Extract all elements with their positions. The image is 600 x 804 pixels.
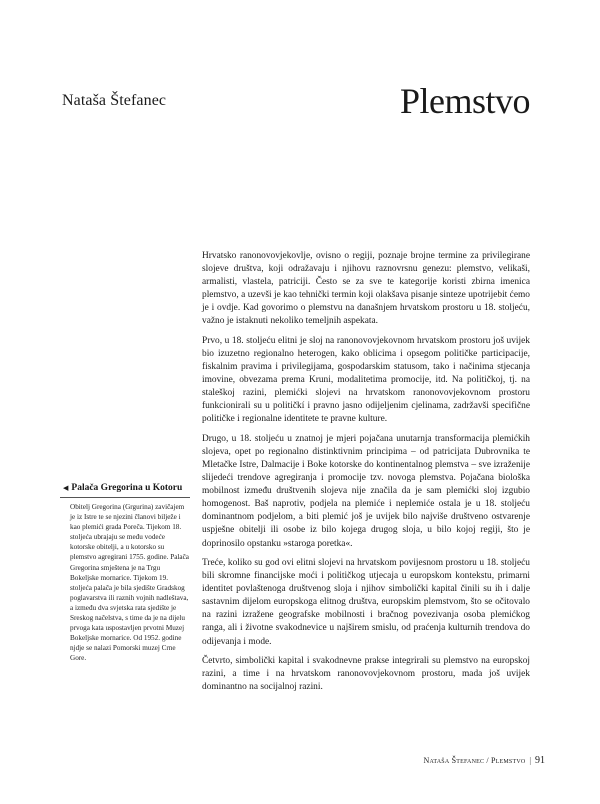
main-text xyxy=(202,250,530,700)
paragraph: Treće, koliko su god ovi elitni slojevi na hrvatskom povijesnom prostoru u 18. stoljeću bili skromne financijske moći i političkog utjecaja u europskom kontekstu, primarni identitet povlaštenoga društvenog sloja i njihov simbolički kapital činili su ih i dalje sastavnim dijelom europskoga elitnog društva, europskim plemstvom, što se očitovalo na razini izražene geografske mobilnosti i bračnog povezivanja osoba plemićkog ranga, ali i životne svakodnevice u najširem smislu, od praćenja kulturnih trendova do odijevanja i mode. xyxy=(202,557,530,647)
paragraph: Četvrto, simbolički kapital i svakodnevne prakse integrirali su plemstvo na europskoj razini, a time i na hrvatskom ranonovovjekovnom prostoru, mada još uvijek dominantno na socijalnoj razini. xyxy=(202,655,530,693)
page-footer xyxy=(424,755,545,766)
footer-separator: | xyxy=(529,756,531,765)
author-name: Nataša Štefanec xyxy=(62,92,167,109)
paragraph: Drugo, u 18. stoljeću u znatnoj je mjeri pojačana unutarnja transformacija plemićkih slojeva, opet po regionalno distinktivnim principima – od patricijata Dubrovnika te Mletačke Istre, Dalmacije i Boke kotorske do kontinentalnog plemstva – sve izraženije slijedeći trendove agregiranja i promocije tzv. novoga plemstva. Pojačana biološka mobilnost između društvenih slojeva nije značila da je sam plemićki sloj izgubio homogenost. Baš naprotiv, podjela na plemiće i neplemiće ostala je u 18. stoljeću dominantnom podjelom, a biti plemić još je uvijek bilo najviše društveno ostvarenje uspješne obitelji ili osobe iz bilo kojega drugog sloja, u bilo kojoj regiji, što je doprinosilo opstanku »staroga poretka«. xyxy=(202,433,530,549)
page-number: 91 xyxy=(535,755,545,766)
left-arrow-icon: ◀ xyxy=(63,484,69,492)
image-caption-sidebar xyxy=(60,482,190,664)
caption-title: Palača Gregorina u Kotoru xyxy=(71,483,183,493)
paragraph: Prvo, u 18. stoljeću elitni je sloj na ranonovovjekovnom hrvatskom prostoru još uvijek bio izuzetno regionalno heterogen, kako oblicima i opsegom političke participacije, fiskalnim pravima i privilegijama, gospodarskim statusom, tako i načinima stjecanja imovine, obvezama prema Kruni, modalitetima promocije, itd. Na političkoj, tj. na staleškoj razini, plemićki slojevi na hrvatskom ranonovovjekovnom prostoru funkcionirali su u političkí i pravno jasno odijeljenim cjelinama, zadržavši specifične političke i regionalne identitete te pravne kulture. xyxy=(202,335,530,425)
chapter-title: Plemstvo xyxy=(399,81,530,121)
caption-text: Obitelj Gregorina (Grgurina) zavičajem je iz Istre te se njezini članovi bilježe i kao plemići grada Poreča. Tijekom 18. stoljeća ubrajaju se među vodeće kotorske obitelji, a u kotorsko su plemstvo agregirani 1755. godine. Palača Gregorina smještena je na Trgu Bokeljske mornarice. Tijekom 19. stoljeća palača je bila sjedište Gradskog poglavarstva ili raznih vojnih nadleštava, a između dva svjetska rata sjedište je Sreskog načelstva, s time da je na dijelu prvoga kata uspostavljen prvotni Muzej Bokeljske mornarice. Od 1952. godine njdje se nalazi Pomorski muzej Crne Gore. xyxy=(70,503,189,663)
caption-divider xyxy=(60,497,190,498)
paragraph: Hrvatsko ranonovovjekovlje, ovisno o regiji, poznaje brojne termine za privilegirane slojeve društva, koji odražavaju i njihovu raznovrsnu genezu: plemstvo, velikaši, armalisti, vlastela, patriciji. Često se za sve te kategorije koristi zbirna imenica plemstvo, a uzevši je kao tehnički termin koji olakšava pisanje sinteze upotrijebit ćemo je i ovdje. Kad govorimo o plemstvu na današnjem hrvatskom prostoru u 18. stoljeću, važno je istaknuti nekoliko temeljnih aspekata. xyxy=(202,251,530,327)
running-head: Nataša Štefanec / Plemstvo xyxy=(423,756,526,765)
caption-heading xyxy=(63,482,190,494)
